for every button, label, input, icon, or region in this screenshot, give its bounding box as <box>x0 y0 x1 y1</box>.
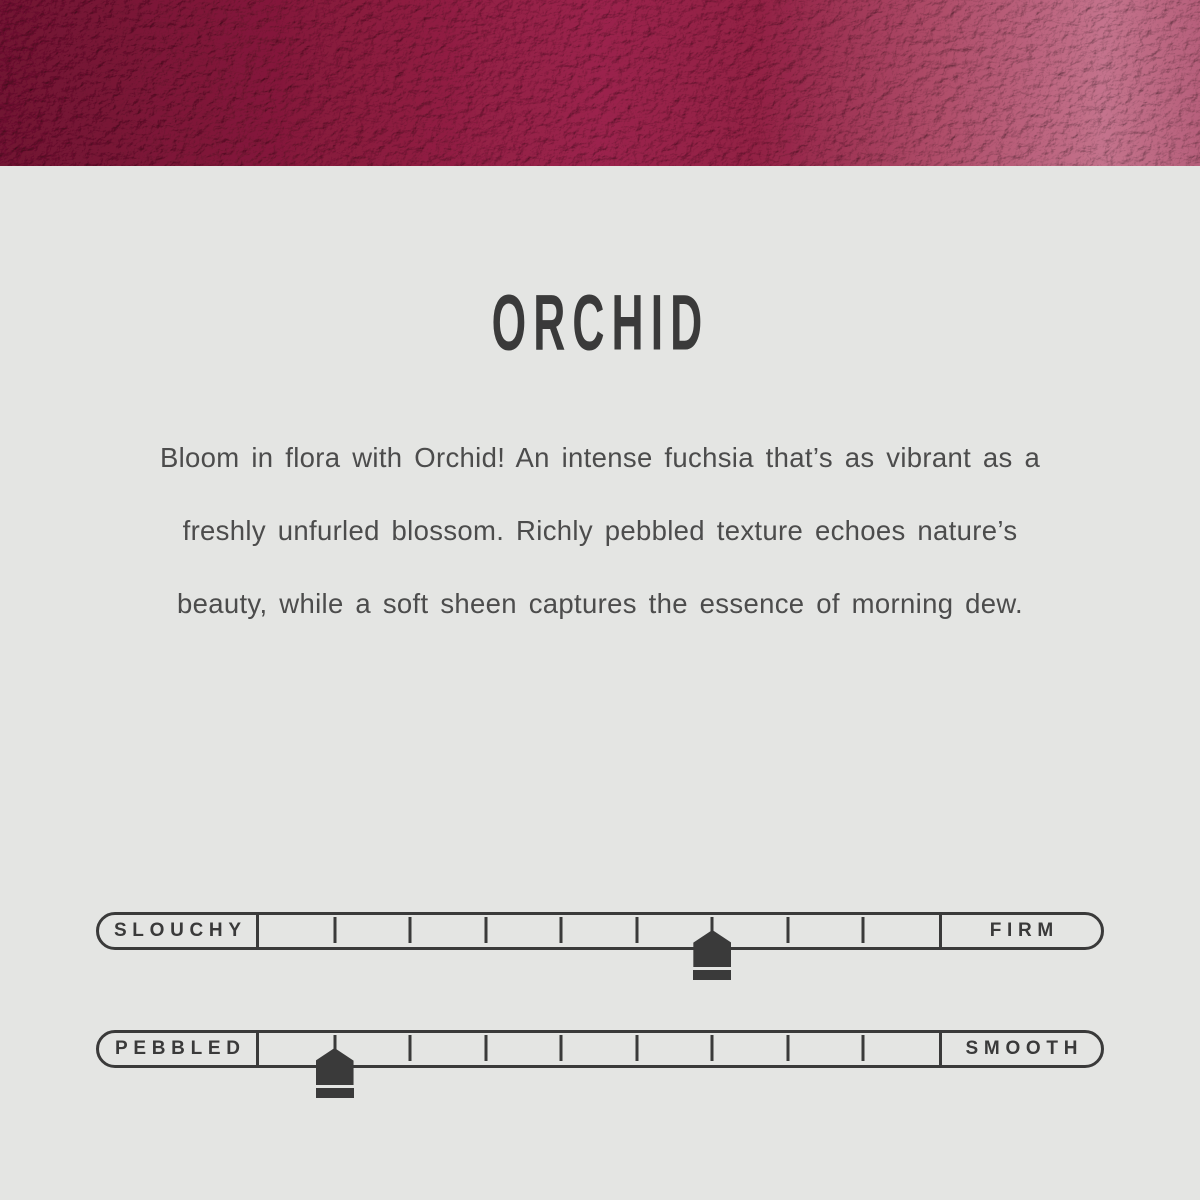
scale-pill <box>96 912 1104 950</box>
tick-mark <box>333 917 336 943</box>
scale-marker <box>693 930 731 980</box>
slouchy-firm-scale <box>96 912 1104 950</box>
scale-right-label: FIRM <box>939 915 1101 947</box>
tick-mark <box>786 917 789 943</box>
scale-marker <box>316 1048 354 1098</box>
tick-mark <box>484 917 487 943</box>
tick-mark <box>409 917 412 943</box>
scale-track <box>259 915 939 947</box>
tick-mark <box>862 917 865 943</box>
marker-bar-icon <box>693 970 731 980</box>
scale-track <box>259 1033 939 1065</box>
description-line: beauty, while a soft sheen captures the essence of morning dew. <box>176 588 1024 619</box>
description-line: freshly unfurled blossom. Richly pebbled texture echoes nature’s <box>182 515 1018 546</box>
tick-mark <box>862 1035 865 1061</box>
tick-mark <box>635 917 638 943</box>
marker-pointer-icon <box>693 930 731 967</box>
page-title: ORCHID <box>491 278 709 367</box>
tick-mark <box>786 1035 789 1061</box>
tick-mark <box>409 1035 412 1061</box>
color-description <box>0 421 1200 640</box>
scale-left-label: PEBBLED <box>99 1033 259 1065</box>
scale-right-label: SMOOTH <box>939 1033 1101 1065</box>
description-line: Bloom in flora with Orchid! An intense fuchsia that’s as vibrant as a <box>159 442 1041 473</box>
scale-left-label: SLOUCHY <box>99 915 259 947</box>
pebbled-smooth-scale <box>96 1030 1104 1068</box>
tick-mark <box>484 1035 487 1061</box>
leather-texture-image <box>0 0 1200 166</box>
tick-mark <box>560 917 563 943</box>
tick-mark <box>711 1035 714 1061</box>
tick-mark <box>635 1035 638 1061</box>
leather-texture-svg <box>0 0 1200 166</box>
scale-pill <box>96 1030 1104 1068</box>
tick-mark <box>560 1035 563 1061</box>
marker-bar-icon <box>316 1088 354 1098</box>
marker-pointer-icon <box>316 1048 354 1085</box>
attribute-scales <box>96 912 1104 1068</box>
